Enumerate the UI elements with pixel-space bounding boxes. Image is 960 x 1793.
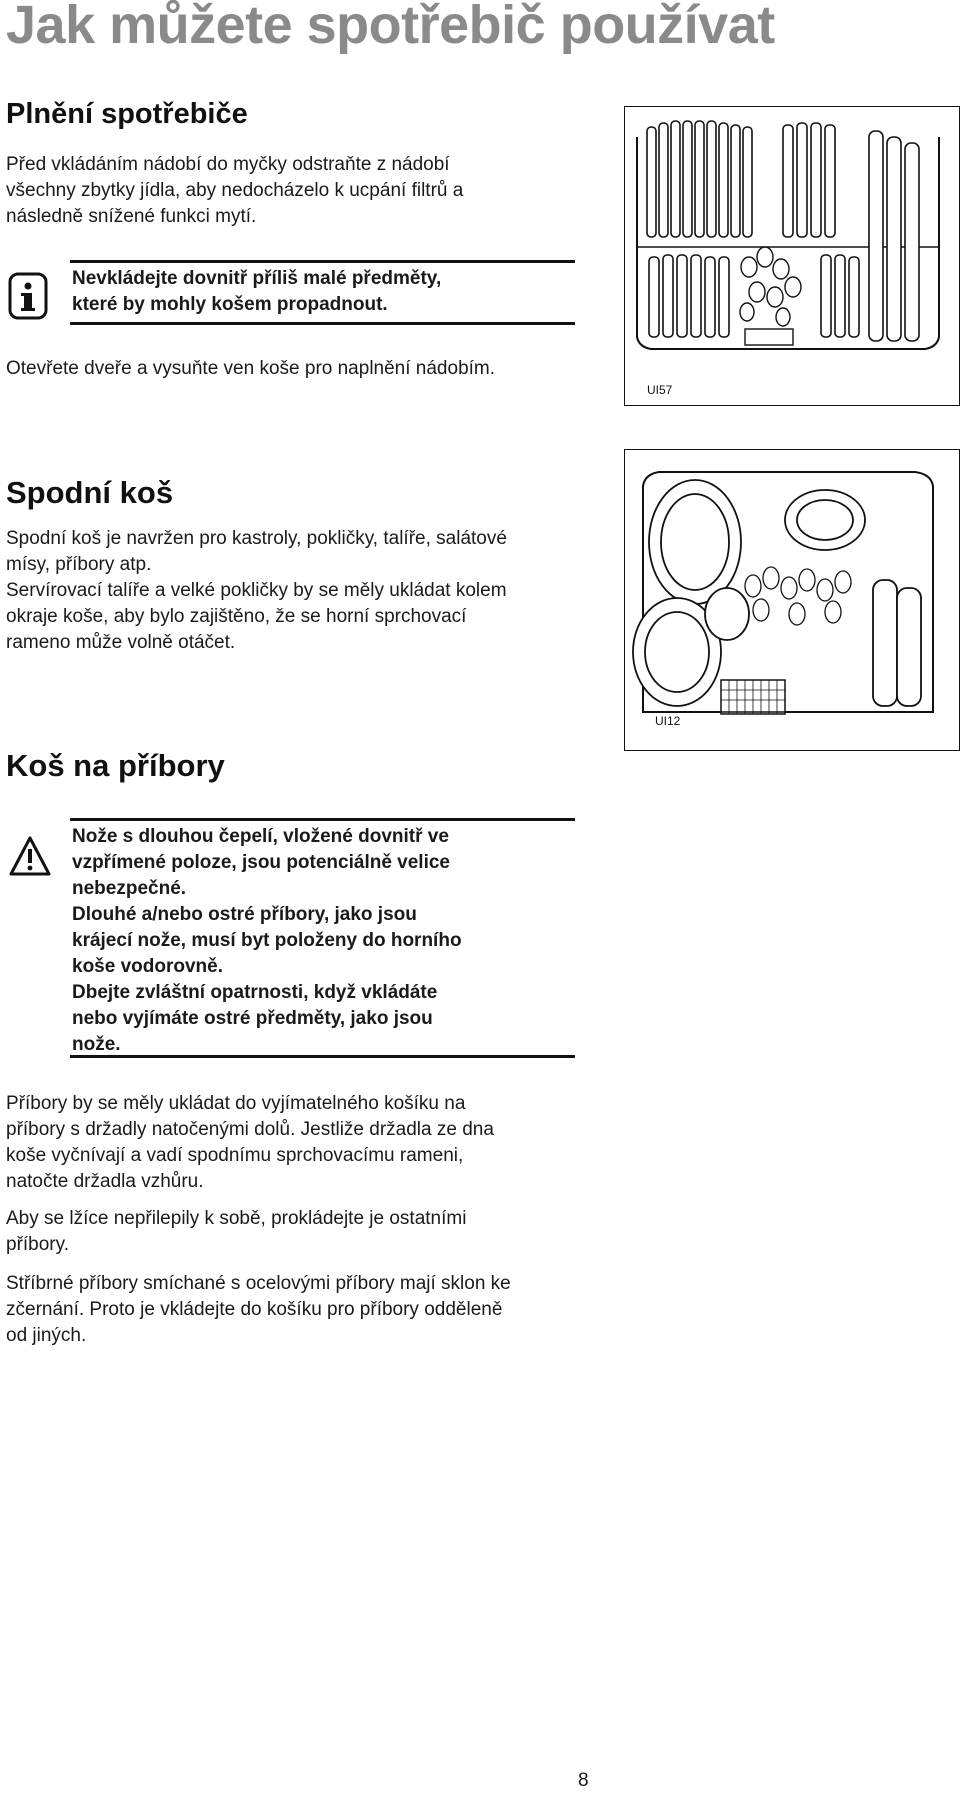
- open-doors-text: Otevřete dveře a vysuňte ven koše pro naplnění nádobím.: [6, 358, 496, 379]
- upper-basket-illustration: [624, 106, 960, 406]
- cutlery-para-2: Aby se lžíce nepřilepily k sobě, prokládejte je ostatními příbory.: [6, 1208, 467, 1255]
- info-note-bottom-rule: [70, 322, 575, 325]
- cutlery-para-1: Příbory by se měly ukládat do vyjímatelného košíku na příbory s držadly natočenými dolů. Jestliže držadla ze dna koše vyčnívají a vadí spodnímu sprchovacímu rameni, natočte držadla vzhůru.: [6, 1093, 494, 1192]
- warning-top-rule: [70, 818, 575, 821]
- section-heading-loading: Plnění spotřebiče: [6, 98, 248, 130]
- figure-label-ui12: UI12: [655, 714, 681, 728]
- lower-basket-text: Spodní koš je navržen pro kastroly, pokličky, talíře, salátové mísy, příbory atp. Servírovací talíře a velké pokličky by se měly ukládat kolem okraje koše, aby bylo zajištěno, že se horní sprchovací rameno může volně otáčet.: [6, 528, 507, 653]
- info-note-text: Nevkládejte dovnitř příliš malé předměty, které by mohly košem propadnout.: [72, 268, 442, 315]
- cutlery-para-3: Stříbrné příbory smíchané s ocelovými příbory mají sklon ke zčernání. Proto je vkládejte do košíku pro příbory odděleně od jiných.: [6, 1273, 511, 1346]
- info-note-top-rule: [70, 260, 575, 263]
- page-number: 8: [578, 1770, 589, 1791]
- lower-basket-illustration: [624, 449, 960, 751]
- info-icon: [8, 272, 48, 320]
- figure-label-ui57: UI57: [647, 383, 673, 397]
- page-title: Jak můžete spotřebič používat: [6, 0, 775, 55]
- loading-intro-text: Před vkládáním nádobí do myčky odstraňte z nádobí všechny zbytky jídla, aby nedocházelo k ucpání filtrů a následně snížené funkci mytí.: [6, 154, 464, 227]
- section-heading-cutlery-basket: Koš na příbory: [6, 748, 225, 783]
- warning-text: Nože s dlouhou čepelí, vložené dovnitř ve vzpřímené poloze, jsou potenciálně velice nebezpečné. Dlouhé a/nebo ostré příbory, jako jsou krájecí nože, musí byt položeny do horního koše vodorovně. Dbejte zvláštní opatrnosti, když vkládáte nebo vyjímáte ostré předměty, jako jsou nože.: [72, 826, 462, 1055]
- warning-triangle-icon: [8, 834, 52, 878]
- section-heading-lower-basket: Spodní koš: [6, 475, 174, 510]
- warning-bottom-rule: [70, 1055, 575, 1058]
